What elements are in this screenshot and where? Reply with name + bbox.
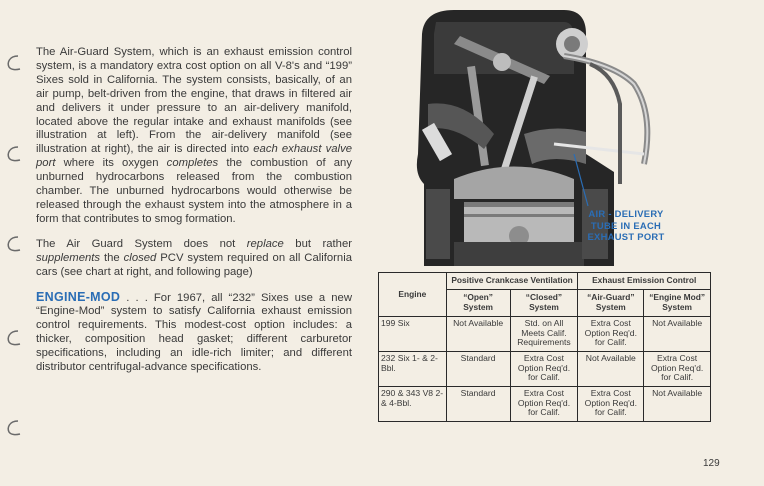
- binder-ring: [4, 420, 22, 436]
- column-header-air-guard: “Air-Guard” System: [578, 289, 644, 316]
- binder-ring-icon: [4, 330, 22, 346]
- text-run: . . . For 1967, all “232” Sixes use a new “Engine-Mod” system to satisfy California exhaust emission control requirements. This modest-cost option includes: a thicker, composition head gasket; different carburetor specifications, including an idle-rich limiter; and different distributor centrifugal-advance specifications.: [36, 291, 352, 374]
- text-run: The Air Guard System does not: [36, 237, 247, 250]
- paragraph-supplement: [36, 238, 352, 280]
- engine-cutaway-drawing: [414, 4, 714, 266]
- text-run-italic: completes: [166, 157, 219, 170]
- column-header-engine: Engine: [379, 273, 447, 317]
- group-header-pcv: Positive Crankcase Ventilation: [446, 273, 578, 290]
- cell-closed: Std. on All Meets Calif. Requirements: [510, 316, 578, 351]
- text-run: PCV system required on all California cars (see chart at right, and following page): [36, 251, 353, 278]
- cell-engine-mod: Not Available: [644, 316, 711, 351]
- text-run-italic: each exhaust valve port: [36, 143, 353, 170]
- cell-open: Standard: [446, 351, 510, 386]
- binder-ring: [4, 55, 22, 71]
- table-row: [379, 351, 711, 386]
- paragraph-air-guard: [36, 46, 352, 227]
- cell-engine: 199 Six: [379, 316, 447, 351]
- cell-engine-mod: Not Available: [644, 386, 711, 421]
- group-header-exhaust: Exhaust Emission Control: [578, 273, 711, 290]
- cell-closed: Extra Cost Option Req'd. for Calif.: [510, 386, 578, 421]
- callout-line: AIR - DELIVERY: [588, 208, 664, 219]
- column-header-closed: “Closed” System: [510, 289, 578, 316]
- air-delivery-tube-callout: [584, 208, 668, 243]
- binder-ring-icon: [4, 420, 22, 436]
- binder-ring-icon: [4, 236, 22, 252]
- text-run: where its oxygen: [55, 157, 167, 170]
- engine-cutaway-illustration: [414, 4, 714, 266]
- page-number: 129: [703, 458, 720, 469]
- cell-engine: 290 & 343 V8 2- & 4-Bbl.: [379, 386, 447, 421]
- text-run: the: [100, 251, 124, 264]
- callout-line: TUBE IN EACH: [590, 219, 662, 231]
- body-text-column: [36, 46, 352, 386]
- text-run-italic: supplements: [36, 251, 101, 264]
- column-header-open: “Open” System: [446, 289, 510, 316]
- binder-ring: [4, 146, 22, 162]
- text-run: The Air-Guard System, which is an exhaust emission control system, is a mandatory extra cost option on all V-8's and “199” Sixes sold in California. The system consists, basically, of an air pump, belt-driven from the engine, that draws in filtered air and delivers it under pressure to an air-delivery manifold, located above the regular intake and exhaust manifolds (see illustration at left). From the air-delivery manifold (see illustration at right), the air is directed into: [36, 46, 352, 156]
- table-group-header-row: [379, 273, 711, 290]
- cell-engine: 232 Six 1- & 2-Bbl.: [379, 351, 447, 386]
- cell-air-guard: Not Available: [578, 351, 644, 386]
- table-row: [379, 386, 711, 421]
- binder-ring: [4, 236, 22, 252]
- engine-mod-heading: ENGINE-MOD: [36, 289, 121, 304]
- binder-ring: [4, 330, 22, 346]
- cell-open: Not Available: [446, 316, 510, 351]
- emission-control-chart: [378, 272, 711, 422]
- cell-engine-mod: Extra Cost Option Req'd. for Calif.: [644, 351, 711, 386]
- paragraph-engine-mod: [36, 291, 352, 375]
- text-run: but rather: [283, 237, 352, 250]
- text-run-italic: closed: [123, 251, 157, 264]
- cell-air-guard: Extra Cost Option Req'd. for Calif.: [578, 386, 644, 421]
- column-header-engine-mod: “Engine Mod” System: [644, 289, 711, 316]
- text-run-italic: replace: [246, 237, 284, 250]
- cell-air-guard: Extra Cost Option Req'd. for Calif.: [578, 316, 644, 351]
- callout-line: EXHAUST PORT: [587, 231, 665, 243]
- text-run: the combustion of any unburned hydrocarbons released from the combustion chamber. The unburned hydrocarbons would otherwise be released through the exhaust system into the atmosphere in a form that contributes to smog formation.: [36, 157, 352, 225]
- binder-ring-icon: [4, 55, 22, 71]
- table-row: [379, 316, 711, 351]
- binder-ring-icon: [4, 146, 22, 162]
- cell-closed: Extra Cost Option Req'd. for Calif.: [510, 351, 578, 386]
- cell-open: Standard: [446, 386, 510, 421]
